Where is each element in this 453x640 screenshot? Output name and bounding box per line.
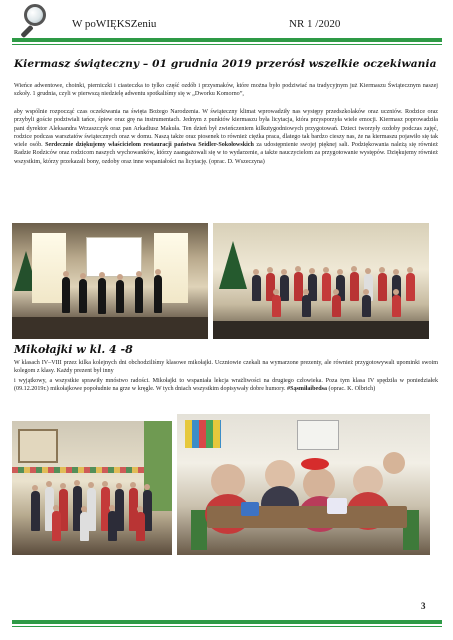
stage-performance-photo [12, 223, 208, 339]
class-group-photo [12, 421, 172, 555]
author-credit: (oprac. K. Olbrich) [328, 386, 376, 393]
article-paragraph [14, 108, 438, 220]
article-headline: Kiermasz świąteczny – 01 grudnia 2019 przerósł wszelkie oczekiwania [14, 58, 437, 70]
issue-number: NR 1 /2020 [289, 18, 341, 30]
article-paragraph [14, 377, 438, 411]
header-divider-thin [12, 44, 442, 45]
article-headline: Mikołajki w kl. 4 -8 [14, 343, 133, 356]
paragraph-text: za udostępnienie swojej pięknej sali. Podziękowania należą się również Radzie Rodziców oraz rodzicom naszych wychowanków, którzy zaangażowali się w to wydarzenie, a także nauczycielom za przygotowanie występów. Dziękujemy również wszystkim, którzy przekazali bony, ozdoby oraz inne wspaniałości na licytację. (oprac. D. Wszeczyna) [14, 142, 438, 165]
paragraph-text: aby wspólnie rozpocząć czas oczekiwania na święta Bożego Narodzenia. W świąteczny klimat wprowadziły nas występy przedszkolaków oraz uczniów. Rodzice oraz przybyli goście podziwiali tańce, śpiew oraz grę na instrumentach. Jednym z punktów kiermaszu była licytacja, która przysporzyła wiele emocji. Kiermasz poprowadziła pani dyrektor Aleksandra Wrzaszczyk oraz pan Arkadiusz Makuła. Ten dzień był zwieńczeniem kilkutygodniowych przygotowań. Dzieci tworzyły ozdoby podczas zajęć, rodzice podczas warsztatów świątecznych oraz w domu. Naszą także oraz piosenek to również ciężka praca, dlatego tak bardzo cieszy nas, że na kiermaszu pojawiło się tak wiele osób. [14, 109, 438, 149]
page-number: 3 [421, 601, 426, 611]
footer-divider-thick [12, 620, 442, 624]
magnifying-glass-icon [16, 2, 60, 42]
hashtag: #Sąsmiłaibedsa [287, 386, 328, 393]
paragraph-text: i wyjątkowy, a wszystkie sprawiły mnóstwo radości. Mikołajki to wspaniała lekcja wrażliwości na drugiego człowieka. Poza tym klasa IV spędziła w poniedziałek (09.12.2019r.) mikołajkowe popołudnie na grze w kręgle. W tych dniach wszystkim dopisywały dobre humory. [14, 378, 438, 393]
paragraph-bold-text: Serdecznie dziękujemy właścicielom restauracji państwa Seidler-Sokołowskich [45, 142, 254, 149]
classroom-gifts-photo [177, 414, 430, 555]
article-paragraph: W klasach IV–VIII przez kilka kolejnych dni obchodziliśmy klasowe mikołajki. Uczniowie czekali na wymarzone prezenty, ale również przygotowywali upominki swoim kolegom z klasy. Każdy prezent był inny [14, 360, 438, 375]
footer-divider-thin [12, 626, 442, 627]
newsletter-title: W poWIĘKSZeniu [72, 18, 157, 30]
group-performance-photo [213, 223, 429, 339]
header-divider-thick [12, 38, 442, 42]
article-paragraph: Wieńce adwentowe, choinki, pierniczki i ciasteczka to tylko część ozdób i przysmaków, które można było podziwiać na tradycyjnym już Kiermaszu Świątecznym naszej szkoły. 1 grudnia, czyli w pierwszą niedzielę adwentu spotkaliśmy się w „Dworku Komorno”, [14, 83, 438, 98]
